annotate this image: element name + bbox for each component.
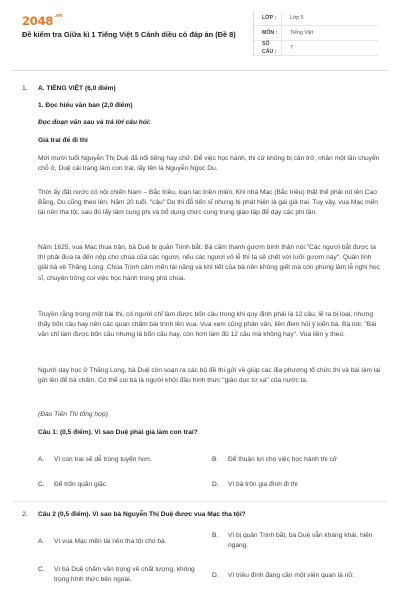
answer-option-a[interactable]: A. Vì vua Mạc mến tài nên tha tội cho bà. [38, 538, 167, 545]
document-title: Đề kiểm tra Giữa kì 1 Tiếng Việt 5 Cánh diều có đáp án (Đề 8) [22, 30, 236, 39]
answer-option-c[interactable]: C. Vì bà Duệ chấm văn trọng về chất lượng, không trọng hình thức bên ngoài. [38, 566, 195, 584]
story-paragraph: Mới mười tuổi Nguyễn Thị Duệ đã nổi tiếng hay chữ. Để việc học hành, thi cử không bị cản trở, nhân một lần chuyển chỗ ở, Duệ cải trang làm con trai, lấy tên là Nguyễn Ngọc Du. [38, 155, 380, 173]
meta-row-class: LỚP : Lớp 5 [254, 11, 378, 26]
story-paragraph: Truyền rằng trong một bài thi, có người chỉ làm được bốn câu trong khi quy định phải là 12 câu, lẽ ra bị loại, nhưng thấy bốn câu hay nên các quan chấm bài trình lên vua. Vua xem cũng phân vân, liền đem hỏi ý kiến bà. Bà nói: "Bài văn chỉ làm được bốn câu nhưng là bốn câu hay, còn hơn làm đủ 12 câu mà không hay". Vua liền y theo. [38, 311, 377, 339]
answer-option-d[interactable]: D. Vì bà trốn gia đình đi thi [212, 481, 298, 488]
question-1-text: Câu 1: (0,5 điểm). Vì sao Duệ phải giả làm con trai? [38, 429, 198, 436]
reading-instruction: Đọc đoạn văn sau và trả lời câu hỏi: [38, 119, 151, 126]
answer-option-a[interactable]: A. Vì con trai sẽ dễ trúng tuyển hơn. [38, 456, 152, 463]
story-title: Giả trai để đi thi [38, 137, 88, 144]
question-number: 1. [22, 84, 28, 92]
answer-option-b[interactable]: B. Để thuận lợi cho việc học hành thi cử [212, 456, 338, 463]
meta-row-subject: MÔN : Tiếng Việt [254, 26, 378, 41]
meta-row-question-count: SỐ CÂU : 7 [254, 41, 378, 56]
story-paragraph: Năm 1625, vua Mạc thua trận, bà Duệ bị quân Trịnh bắt. Bà cầm thanh gươm bình thản nói:"Các ngươi bắt được ta thì phải đưa ta đến nộp cho chúa của các ngươi, nếu các ngươi vô lễ thì ta sẽ chết với lưỡi gươm này". Quân lính giải bà về Thăng Long. Chúa Trịnh cảm mến tài năng và khí tiết của bà nên không giết mà còn phong làm lễ nghi học sĩ, chuyên trông coi việc học hành trong phủ chúa. [38, 244, 380, 282]
question-divider [12, 501, 388, 502]
question-2-text: Câu 2 (0,5 điểm). Vì sao bà Nguyễn Thị Duệ được vua Mạc tha tội? [38, 511, 246, 518]
story-paragraph: Người dạy học ở Thăng Long, bà Duệ còn soạn ra các bộ đề thi gửi về giúp các địa phương tổ chức thi và bài làm lại gửi lên để bà chấm. Có thể coi bà là người khởi đầu hình thức "giáo dục từ xa" của nước ta. [38, 367, 381, 385]
story-paragraph: Thời ấy đất nước có nội chiến Nam – Bắc triều, loạn lạc triền miên. Khi nhà Mạc (Bắc triều) thất thế phải rút lên Cao Bằng, Du cũng theo lên. Năm 20 tuổi, "cậu" Du thi đỗ tiến sĩ nhưng bị phát hiện là gái giả trai. Tuy vậy, vua Mạc mến tài nên tha tội, sau đó lấy làm cung phi và bổ dụng chức cung trung giáo tập để dạy các phi tần. [38, 189, 378, 217]
answer-option-b[interactable]: B. Vì bị quân Trịnh bắt, bà Duệ vẫn kháng khái, hiên ngang. [212, 532, 373, 550]
story-source: (Đào Tiến Thi tổng hợp) [38, 411, 108, 418]
answer-option-c[interactable]: C. Để trốn quân giặc [38, 481, 107, 488]
site-logo[interactable]: $2048^{.vn}$ [22, 13, 63, 28]
subsection-heading: 1. Đọc hiểu văn bản (2,0 điểm) [38, 102, 133, 109]
answer-option-d[interactable]: D. Vì triều đình đang cần một viên quan là nữ. [212, 572, 355, 579]
meta-table [253, 11, 378, 56]
question-number: 2. [22, 510, 28, 518]
header-divider [12, 70, 388, 71]
section-heading: A. TIẾNG VIỆT (6,0 điểm) [38, 85, 116, 92]
page-header [0, 0, 400, 68]
